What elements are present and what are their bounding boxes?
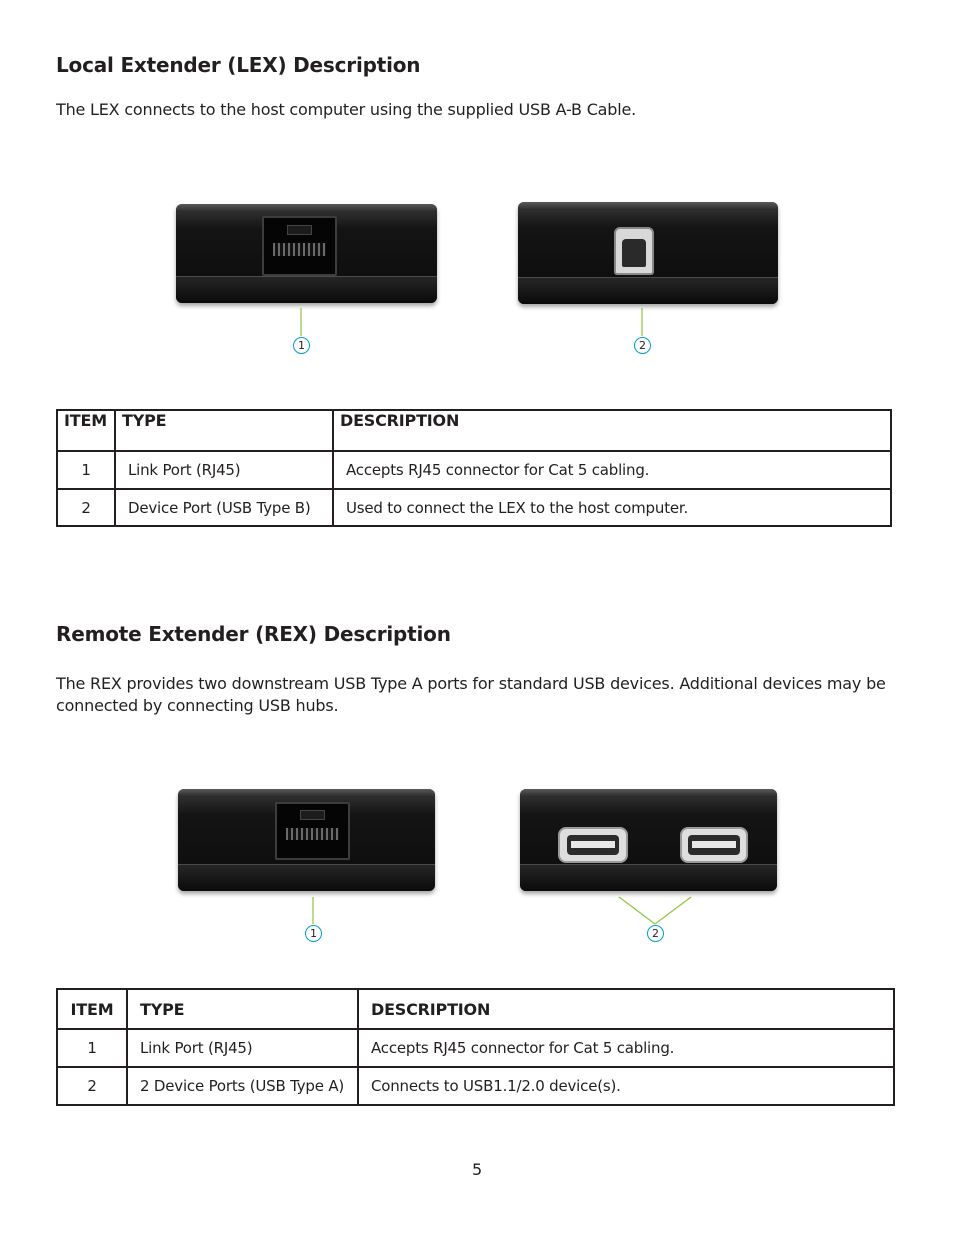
rex-heading: Remote Extender (REX) Description [56,622,451,646]
rex-callout-line-2b [655,897,691,924]
rex-table-header-row [57,989,894,1029]
lex-row2-item: 2 [57,489,115,526]
lex-heading: Local Extender (LEX) Description [56,53,421,77]
rex-table [56,988,895,1106]
lex-callout-1: 1 [293,337,310,354]
rex-row2-item: 2 [57,1067,127,1105]
rex-callout-1: 1 [305,925,322,942]
rex-usb-a-photo [520,789,777,891]
page-number: 5 [472,1160,483,1179]
table-row [57,1067,894,1105]
table-row [57,451,891,489]
lex-row2-description: Used to connect the LEX to the host computer. [333,489,891,526]
rex-callout-2: 2 [647,925,664,942]
usb-a-port-icon [680,827,748,863]
rex-intro: The REX provides two downstream USB Type A ports for standard USB devices. Additional devices may be connected by connecting USB hubs. [56,674,886,715]
rex-header-type: TYPE [127,989,358,1029]
rex-callout-line-2a [619,897,655,924]
table-row [57,1029,894,1067]
rex-row2-description: Connects to USB1.1/2.0 device(s). [358,1067,894,1105]
lex-row2-type: Device Port (USB Type B) [115,489,333,526]
lex-row1-description: Accepts RJ45 connector for Cat 5 cabling. [333,451,891,489]
lex-table-header-row [57,410,891,451]
lex-row1-item: 1 [57,451,115,489]
lex-header-type: TYPE [115,410,333,451]
lex-header-item: ITEM [57,410,115,451]
lex-intro: The LEX connects to the host computer using the supplied USB A-B Cable. [56,100,636,119]
table-row [57,489,891,526]
rj45-port-icon [275,802,350,860]
rex-header-item: ITEM [57,989,127,1029]
rex-rj45-photo [178,789,435,891]
lex-callout-2: 2 [634,337,651,354]
rex-row2-type: 2 Device Ports (USB Type A) [127,1067,358,1105]
rex-row1-item: 1 [57,1029,127,1067]
lex-header-description: DESCRIPTION [333,410,891,451]
rex-row1-type: Link Port (RJ45) [127,1029,358,1067]
lex-table [56,409,892,527]
rex-header-description: DESCRIPTION [358,989,894,1029]
usb-a-port-icon [558,827,628,863]
lex-row1-type: Link Port (RJ45) [115,451,333,489]
rex-row1-description: Accepts RJ45 connector for Cat 5 cabling. [358,1029,894,1067]
